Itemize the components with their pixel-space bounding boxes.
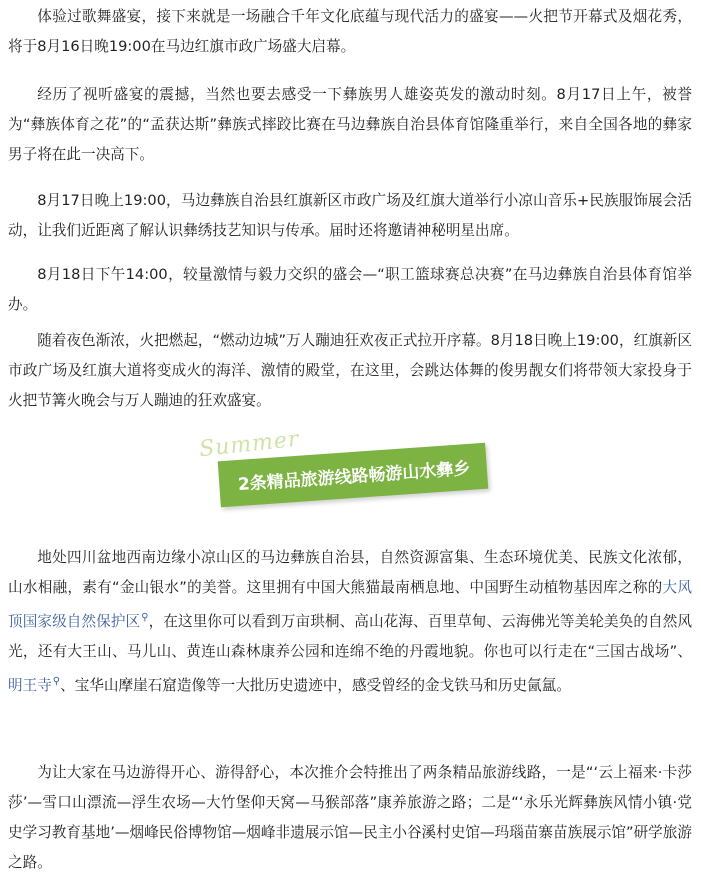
- paragraph-tour-routes: 为让大家在马边游得开心、游得舒心，本次推介会特推出了两条精品旅游线路，一是“‘云上福来·卡莎莎’—雪口山漂流—浮生农场—大竹堡仰天窝—马猴部落”康养旅游之路；二是“‘永乐光辉彝族风情小镇·党史学习教育基地’—烟峰民俗博物馆—烟峰非遗展示馆—民主小谷溪村史馆—玛瑙苗寨苗族展示馆”研学旅游之路。: [8, 764, 692, 871]
- scenery-text-part-2: ，在这里你可以看到万亩珙桐、高山花海、百里草甸、云海佛光等美轮美奂的自然风光，还有大王山、马儿山、黄连山森林康养公园和连绵不绝的丹霞地貌。你也可以行走在“三国古战场”、: [8, 612, 692, 660]
- scenery-text-part-1: 地处四川盆地西南边缘小凉山区的马边彝族自治县，自然资源富集、生态环境优美、民族文化浓郁，山水相融，素有“金山银水”的美誉。这里拥有中国大熊猫最南栖息地、中国野生动植物基因库之称的: [8, 549, 692, 596]
- banner-decoration-text: Summer: [197, 426, 301, 463]
- section-banner: [197, 426, 499, 514]
- paragraph-opening-ceremony: 体验过歌舞盛宴，接下来就是一场融合千年文化底蕴与现代活力的盛宴——火把节开幕式及烟花秀，将于8月16日晚19:00在马边红旗市政广场盛大启幕。: [8, 8, 692, 55]
- paragraph-music-costume-expo: 8月17日晚上19:00，马边彝族自治县红旗新区市政广场及红旗大道举行小凉山音乐+民族服饰展会活动，让我们近距离了解认识彝绣技艺知识与传承。届时还将邀请神秘明星出席。: [8, 192, 692, 239]
- scenery-text-part-3: 、宝华山摩崖石窟造像等一大批历史遗迹中，感受曾经的金戈铁马和历史氤氲。: [60, 676, 571, 694]
- paragraph-wrestling: 经历了视听盛宴的震撼，当然也要去感受一下彝族男人雄姿英发的激动时刻。8月17日上午，被誉为“彝族体育之花”的“孟获达斯”彝族式摔跤比赛在马边彝族自治县体育馆隆重举行，来自全国各地的彝家男子将在此一决高下。: [8, 86, 692, 163]
- paragraph-carnival-night: 随着夜色渐浓，火把燃起，“燃动边城”万人蹦迪狂欢夜正式拉开序幕。8月18日晚上19:00，红旗新区市政广场及红旗大道将变成火的海洋、激情的殿堂，在这里，会跳达体舞的俊男靓女们将带领大家投身于火把节篝火晚会与万人蹦迪的狂欢盛宴。: [8, 332, 692, 409]
- banner-title: 2条精品旅游线路畅游山水彝乡: [237, 458, 471, 496]
- search-icon[interactable]: ⚲: [52, 675, 61, 687]
- search-icon[interactable]: ⚲: [141, 612, 149, 623]
- link-mingwang-temple[interactable]: 明王寺: [8, 676, 52, 694]
- link-dafengding-reserve[interactable]: 大风顶国家级自然保护区: [8, 579, 692, 630]
- paragraph-scenery: [8, 543, 692, 701]
- paragraph-basketball-final: 8月18日下午14:00，较量激情与毅力交织的盛会—“职工篮球赛总决赛”在马边彝族自治县体育馆举办。: [8, 266, 692, 313]
